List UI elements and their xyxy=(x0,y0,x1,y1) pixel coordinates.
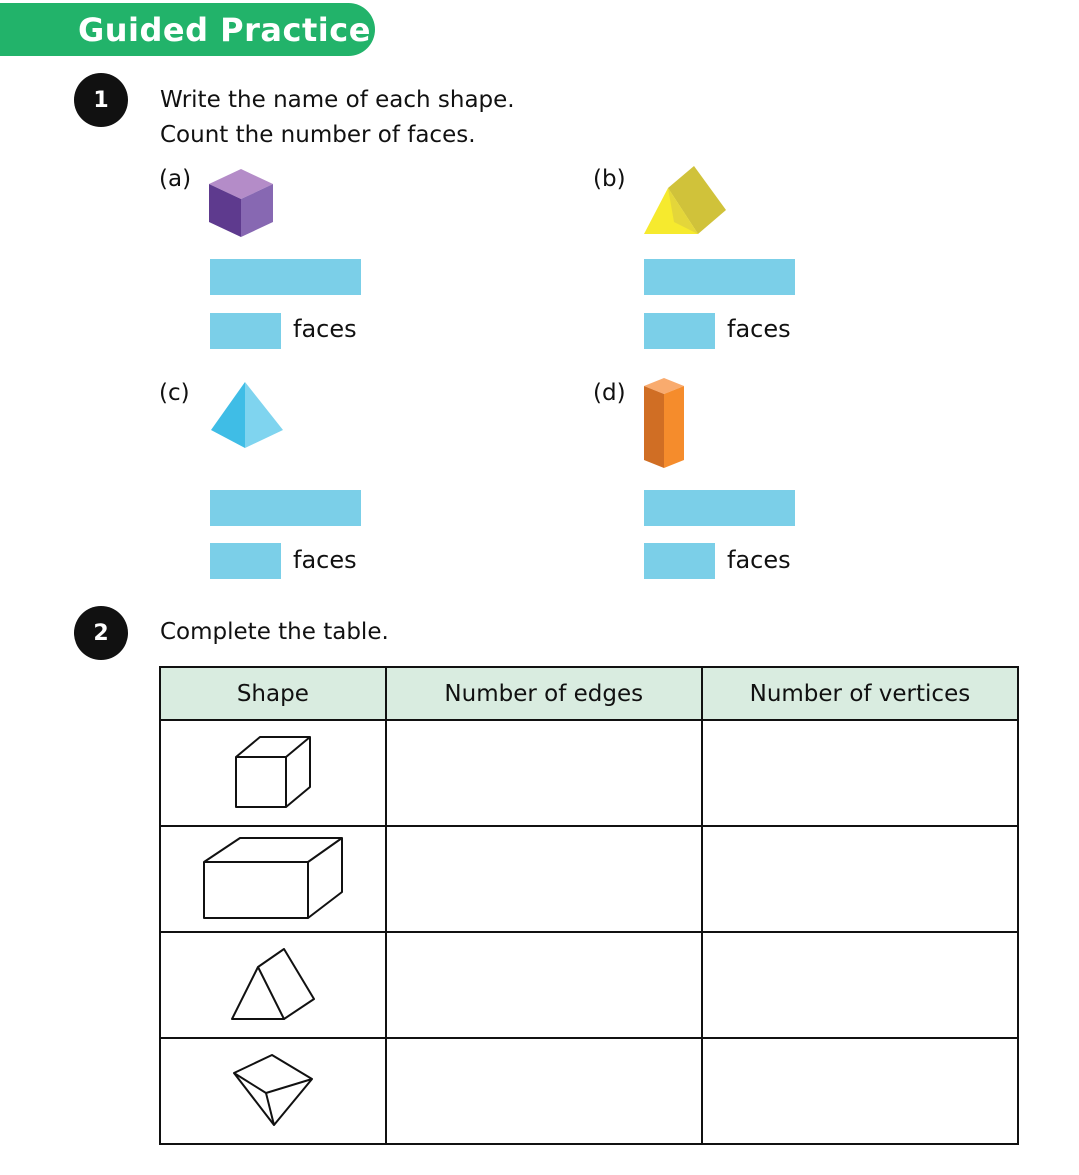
part-b-label: (b) xyxy=(593,166,626,192)
shape-cell xyxy=(160,1038,386,1144)
triangular-prism-outline-icon xyxy=(228,947,318,1023)
shape-cell xyxy=(160,826,386,932)
face-count-answer-box-a[interactable] xyxy=(210,313,281,349)
shape-name-answer-box-a[interactable] xyxy=(210,259,361,295)
question-2-instruction: Complete the table. xyxy=(160,619,389,645)
part-c-label: (c) xyxy=(159,380,190,406)
question-1-line-2: Count the number of faces. xyxy=(160,122,476,148)
section-banner xyxy=(0,3,375,56)
edges-answer-cell[interactable] xyxy=(386,932,702,1038)
faces-label-b: faces xyxy=(727,315,791,343)
header-shape: Shape xyxy=(160,667,386,720)
vertices-answer-cell[interactable] xyxy=(702,720,1018,826)
table-row xyxy=(160,1038,1018,1144)
shape-cell xyxy=(160,720,386,826)
table-row xyxy=(160,932,1018,1038)
shape-name-answer-box-b[interactable] xyxy=(644,259,795,295)
yellow-triangular-prism-icon xyxy=(640,162,730,240)
faces-label-d: faces xyxy=(727,546,791,574)
vertices-answer-cell[interactable] xyxy=(702,1038,1018,1144)
edges-answer-cell[interactable] xyxy=(386,826,702,932)
blue-pyramid-icon xyxy=(205,378,289,454)
shape-cell xyxy=(160,932,386,1038)
purple-cube-icon xyxy=(205,165,277,241)
part-a-label: (a) xyxy=(159,166,192,192)
edges-answer-cell[interactable] xyxy=(386,1038,702,1144)
question-number-1: 1 xyxy=(74,73,128,127)
edges-answer-cell[interactable] xyxy=(386,720,702,826)
header-number-of-vertices: Number of vertices xyxy=(702,667,1018,720)
section-title: Guided Practice xyxy=(78,11,371,49)
cube-outline-icon xyxy=(232,735,314,811)
vertices-answer-cell[interactable] xyxy=(702,932,1018,1038)
faces-label-c: faces xyxy=(293,546,357,574)
shape-name-answer-box-c[interactable] xyxy=(210,490,361,526)
question-1-line-1: Write the name of each shape. xyxy=(160,87,515,113)
orange-cuboid-icon xyxy=(640,376,690,472)
shape-properties-table xyxy=(159,666,1019,1145)
question-number-2: 2 xyxy=(74,606,128,660)
face-count-answer-box-d[interactable] xyxy=(644,543,715,579)
shape-name-answer-box-d[interactable] xyxy=(644,490,795,526)
table-row xyxy=(160,826,1018,932)
table-row xyxy=(160,720,1018,826)
face-count-answer-box-c[interactable] xyxy=(210,543,281,579)
faces-label-a: faces xyxy=(293,315,357,343)
cuboid-outline-icon xyxy=(200,836,346,922)
vertices-answer-cell[interactable] xyxy=(702,826,1018,932)
square-pyramid-outline-icon xyxy=(230,1053,316,1129)
part-d-label: (d) xyxy=(593,380,626,406)
face-count-answer-box-b[interactable] xyxy=(644,313,715,349)
header-number-of-edges: Number of edges xyxy=(386,667,702,720)
